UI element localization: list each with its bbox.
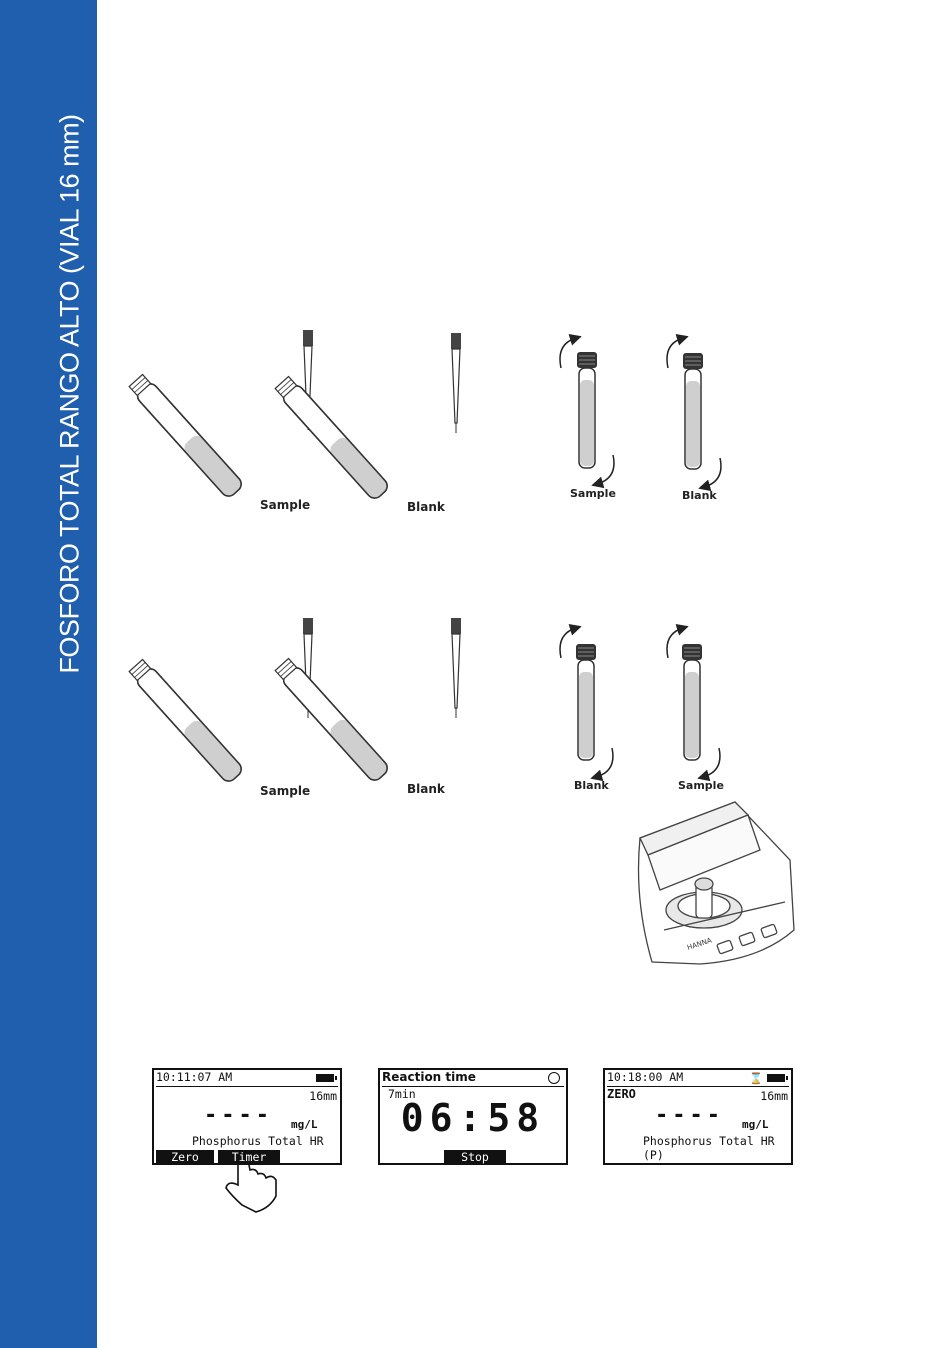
hourglass-icon: ⌛ — [749, 1072, 763, 1085]
row1-label-2: Blank — [407, 500, 445, 514]
screen2-countdown: 06:58 — [400, 1096, 546, 1140]
row1-label-1: Sample — [260, 498, 311, 512]
meter-illustration — [639, 802, 795, 964]
zero-softkey[interactable]: Zero — [156, 1150, 214, 1165]
stop-softkey[interactable]: Stop — [444, 1150, 506, 1165]
clock-icon — [548, 1072, 560, 1084]
screen1-time: 10:11:07 AM — [156, 1070, 233, 1084]
screen3-vial: 16mm — [760, 1089, 788, 1103]
row1-sample-pipette — [128, 330, 313, 499]
meter-screen-1 — [152, 1068, 342, 1165]
row1-label-4: Blank — [682, 489, 717, 502]
row2-sample-pipette — [128, 618, 313, 784]
row2-label-4: Sample — [678, 779, 724, 792]
row1-blank-invert — [667, 338, 721, 487]
screen3-unit: mg/L — [742, 1118, 769, 1131]
row2-label-2: Blank — [407, 782, 445, 796]
hand-icon — [226, 1157, 276, 1212]
row2-blank-invert — [560, 628, 613, 777]
meter-screen-2 — [378, 1068, 568, 1165]
screen2-title: Reaction time — [382, 1070, 476, 1084]
screen3-reading: ---- — [655, 1103, 724, 1128]
svg-text:HANNA: HANNA — [686, 936, 713, 952]
screen1-reading: ---- — [204, 1103, 273, 1128]
screen1-unit: mg/L — [291, 1118, 318, 1131]
page-title: FOSFORO TOTAL RANGO ALTO (VIAL 16 mm) — [54, 114, 85, 674]
battery-icon — [767, 1074, 785, 1082]
screen3-status: ZERO — [607, 1087, 636, 1101]
row2-sample-invert — [667, 628, 720, 777]
row1-blank-pipette — [274, 333, 461, 501]
row1-sample-invert — [560, 338, 614, 484]
screen2-duration: 7min — [388, 1087, 416, 1101]
row2-label-3: Blank — [574, 779, 609, 792]
screen1-method: Phosphorus Total HR — [192, 1134, 324, 1148]
row2-label-1: Sample — [260, 784, 311, 798]
screen1-vial: 16mm — [309, 1089, 337, 1103]
row1-label-3: Sample — [570, 487, 616, 500]
meter-screen-3 — [603, 1068, 793, 1165]
row2-blank-pipette — [274, 618, 461, 783]
timer-softkey[interactable]: Timer — [218, 1150, 280, 1165]
screen3-time: 10:18:00 AM — [607, 1070, 684, 1084]
battery-icon — [316, 1074, 334, 1082]
screen3-method: Phosphorus Total HR (P) — [643, 1134, 775, 1162]
